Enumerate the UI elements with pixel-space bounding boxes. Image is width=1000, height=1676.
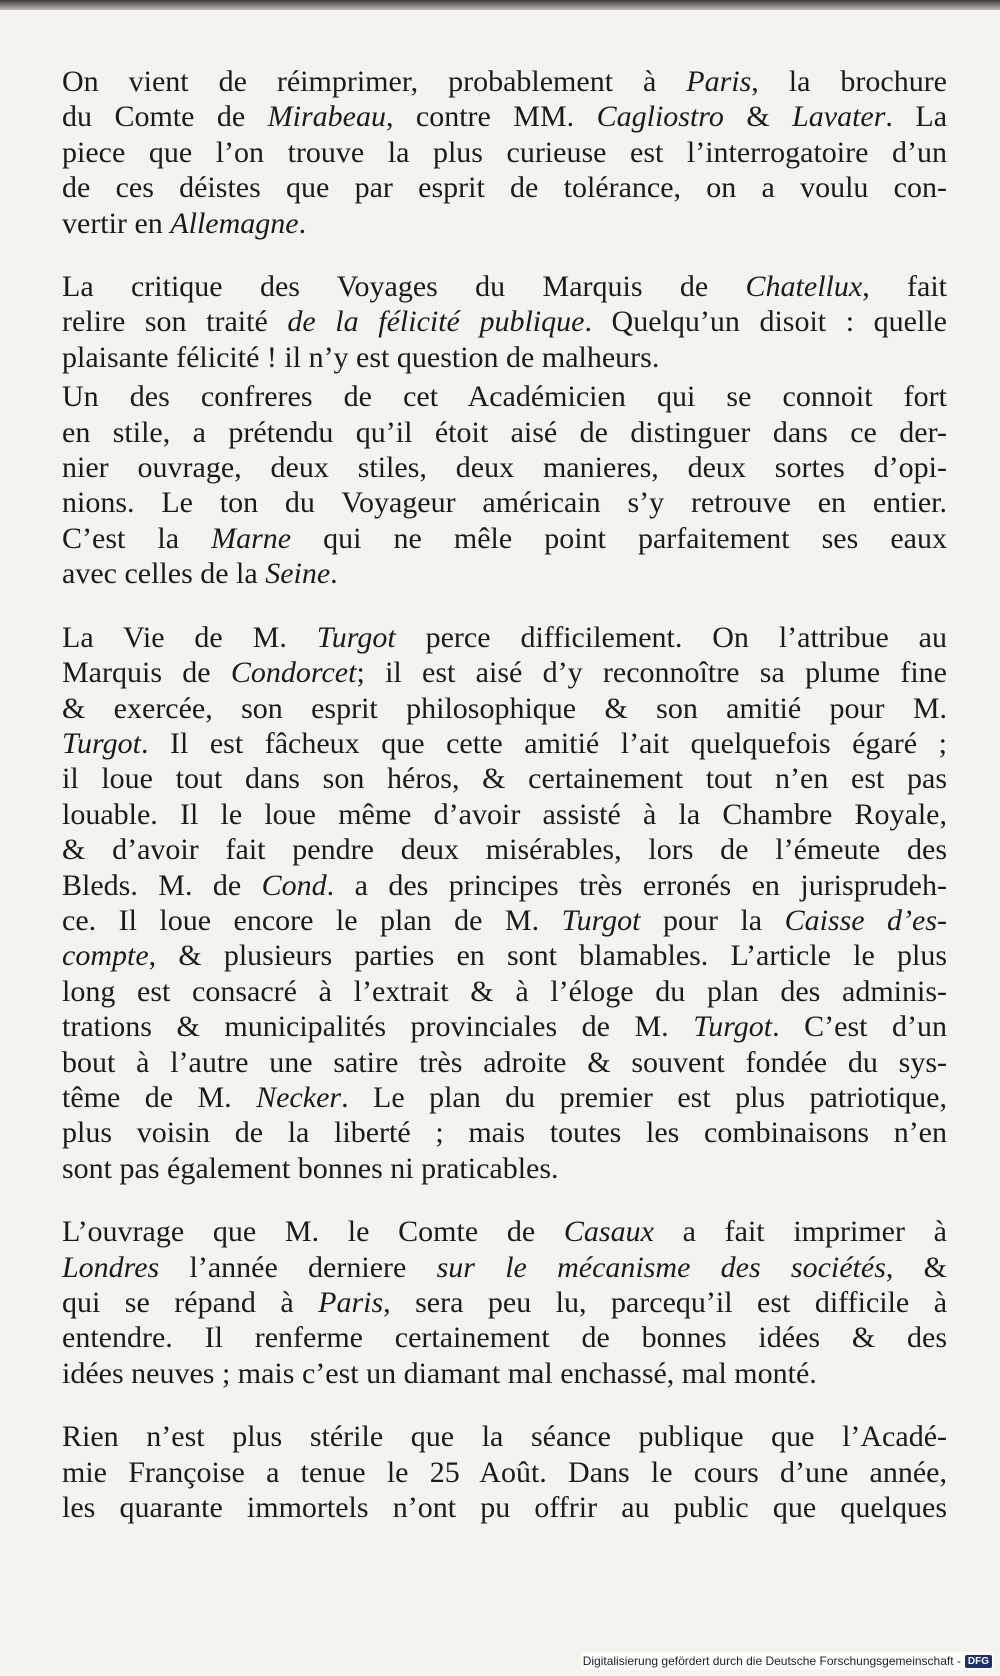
paragraph-confreres	[62, 379, 947, 591]
text-line	[62, 797, 947, 832]
text-run: qui se répand à	[62, 1286, 319, 1319]
text-run: Marquis de	[62, 656, 231, 690]
text-run: en stile, a prétendu qu’il étoit aisé de distinguer dans ce der-	[62, 415, 947, 449]
text-run: &	[723, 100, 793, 134]
text-line	[62, 379, 947, 414]
dfg-logo-icon: DFG	[965, 1655, 992, 1668]
text-run: mie Françoise a tenue le 25 Août. Dans le cours d’une année,	[62, 1455, 947, 1489]
text-run: La Vie de M.	[62, 620, 317, 654]
text-run: tême de M.	[62, 1080, 257, 1114]
text-run: . Il est fâcheux que cette amitié l’ait quelquefois égaré ;	[140, 726, 947, 760]
text-run: bout à l’autre une satire très adroite & souvent fondée du sys-	[62, 1045, 947, 1079]
text-run: . C’est d’un	[772, 1010, 947, 1044]
text-run: .	[298, 206, 307, 240]
text-run: , fait	[862, 270, 948, 304]
text-run: , &	[885, 1250, 947, 1284]
text-line	[62, 99, 947, 134]
italic-run: Necker	[256, 1080, 342, 1114]
text-line	[62, 450, 947, 485]
text-run: l’année derniere	[159, 1250, 437, 1284]
text-run: du Comte de	[62, 100, 268, 134]
page-body-text	[62, 64, 947, 1525]
italic-run: de la félicité publique	[287, 305, 585, 339]
text-run: les quarante immortels n’ont pu offrir au public que quelques	[62, 1491, 947, 1525]
text-run: relire son traité	[62, 305, 288, 339]
text-run: louable. Il le loue même d’avoir assisté à la Chambre Royale,	[62, 797, 947, 831]
text-line	[62, 1151, 947, 1186]
text-run: pour la	[640, 903, 785, 937]
text-run: Rien n’est plus stérile que la séance publique que l’Acadé-	[62, 1420, 947, 1454]
text-run: plaisante félicité ! il n’y est question de malheurs.	[62, 340, 660, 374]
text-line	[62, 832, 947, 867]
text-run: L’ouvrage que M. le Comte de	[62, 1215, 564, 1249]
text-line	[62, 269, 947, 304]
credit-text: Digitalisierung gefördert durch die Deutsche Forschungsgemeinschaft -	[582, 1654, 961, 1668]
text-run: Un des confreres de cet Académicien qui se connoit fort	[62, 380, 947, 414]
digitization-credit	[581, 1652, 994, 1670]
text-run: piece que l’on trouve la plus curieuse est l’interrogatoire d’un	[62, 135, 947, 169]
italic-run: sur le mécanisme des sociétés	[436, 1250, 886, 1284]
text-line	[62, 1320, 947, 1355]
text-run: il loue tout dans son héros, & certainement tout n’en est pas	[62, 762, 947, 796]
italic-run: compte	[62, 939, 149, 973]
text-line	[62, 1115, 947, 1150]
italic-run: Cond	[261, 868, 327, 902]
text-line	[62, 974, 947, 1009]
paragraph-mirabeau	[62, 64, 947, 241]
text-run: On vient de réimprimer, probablement à	[62, 65, 687, 98]
paragraph-academie	[62, 1419, 947, 1525]
italic-run: Condorcet	[230, 656, 357, 690]
text-line	[62, 1009, 947, 1044]
text-run: & d’avoir fait pendre deux misérables, lors de l’émeute des	[62, 833, 947, 867]
text-run: sont pas également bonnes ni praticables.	[62, 1151, 559, 1185]
text-run: a fait imprimer à	[653, 1215, 947, 1249]
text-run: trations & municipalités provinciales de M.	[62, 1010, 694, 1044]
italic-run: Mirabeau	[267, 100, 386, 134]
text-run: perce difficilement. On l’attribue au	[395, 620, 947, 654]
italic-run: Turgot	[561, 903, 641, 937]
paragraph-gap	[62, 1391, 947, 1419]
text-run: ce. Il loue encore le plan de M.	[62, 903, 562, 937]
text-line	[62, 485, 947, 520]
text-run: ; il est aisé d’y reconnoître sa plume fine	[356, 656, 947, 690]
text-run: de ces déistes que par esprit de tolérance, on a voulu con-	[62, 171, 947, 205]
text-line	[62, 64, 947, 99]
text-run: vertir en	[62, 206, 171, 240]
italic-run: Turgot	[316, 620, 396, 654]
text-line	[62, 206, 947, 241]
text-line	[62, 655, 947, 690]
text-run: . La	[885, 100, 948, 134]
text-line	[62, 1419, 947, 1454]
text-line	[62, 1490, 947, 1525]
text-run: , sera peu lu, parcequ’il est difficile à	[383, 1286, 948, 1319]
text-run: entendre. Il renferme certainement de bonnes idées & des	[62, 1321, 947, 1355]
italic-run: Allemagne	[170, 206, 299, 240]
italic-run: Casaux	[563, 1215, 654, 1249]
text-run: . a des principes très erronés en jurisprudeh-	[326, 868, 947, 902]
italic-run: Seine	[265, 557, 331, 591]
text-run: nions. Le ton du Voyageur américain s’y retrouve en entier.	[62, 486, 947, 520]
paragraph-turgot	[62, 620, 947, 1187]
text-run: nier ouvrage, deux stiles, deux manieres, deux sortes d’opi-	[62, 451, 947, 485]
text-line	[62, 1356, 947, 1391]
text-run: & exercée, son esprit philosophique & son amitié pour M.	[62, 691, 947, 725]
italic-run: Londres	[62, 1250, 160, 1284]
text-line	[62, 1455, 947, 1490]
italic-run: Caisse d’es-	[784, 903, 948, 937]
italic-run: Paris	[686, 65, 752, 98]
page-top-edge	[0, 0, 1000, 10]
text-line	[62, 304, 947, 339]
text-line	[62, 1285, 947, 1320]
paragraph-gap	[62, 592, 947, 620]
text-line	[62, 521, 947, 556]
italic-run: Lavater	[792, 100, 886, 134]
text-run: plus voisin de la liberté ; mais toutes les combinaisons n’en	[62, 1116, 947, 1150]
text-run: idées neuves ; mais c’est un diamant mal enchassé, mal monté.	[62, 1356, 817, 1390]
paragraph-chatellux	[62, 269, 947, 375]
text-line	[62, 691, 947, 726]
text-line	[62, 170, 947, 205]
text-line	[62, 135, 947, 170]
text-line	[62, 1250, 947, 1285]
text-run: . Quelqu’un disoit : quelle	[584, 305, 947, 339]
italic-run: Marne	[211, 521, 292, 555]
italic-run: Cagliostro	[596, 100, 724, 134]
text-run: Bleds. M. de	[62, 868, 262, 902]
text-line	[62, 726, 947, 761]
paragraph-gap	[62, 241, 947, 269]
italic-run: Turgot	[62, 726, 141, 760]
paragraph-casaux	[62, 1214, 947, 1391]
text-line	[62, 1080, 947, 1115]
text-line	[62, 620, 947, 655]
text-line	[62, 761, 947, 796]
italic-run: Chatellux	[745, 270, 863, 304]
text-run: qui ne mêle point parfaitement ses eaux	[291, 521, 947, 555]
text-line	[62, 340, 947, 375]
italic-run: Turgot	[693, 1010, 773, 1044]
text-run: long est consacré à l’extrait & à l’éloge du plan des adminis-	[62, 974, 947, 1008]
text-run: C’est la	[62, 521, 212, 555]
text-run: . Le plan du premier est plus patriotique,	[341, 1080, 947, 1114]
text-run: La critique des Voyages du Marquis de	[62, 270, 746, 304]
text-line	[62, 1214, 947, 1249]
text-line	[62, 903, 947, 938]
text-line	[62, 1045, 947, 1080]
text-run: , la brochure	[751, 65, 947, 98]
text-run: , contre MM.	[385, 100, 597, 134]
paragraph-gap	[62, 1186, 947, 1214]
text-line	[62, 868, 947, 903]
text-run: avec celles de la	[62, 557, 266, 591]
text-run: , & plusieurs parties en sont blamables. L’article le plus	[148, 939, 947, 973]
text-line	[62, 938, 947, 973]
text-run: .	[330, 557, 338, 591]
italic-run: Paris	[318, 1286, 384, 1319]
text-line	[62, 556, 947, 591]
text-line	[62, 415, 947, 450]
